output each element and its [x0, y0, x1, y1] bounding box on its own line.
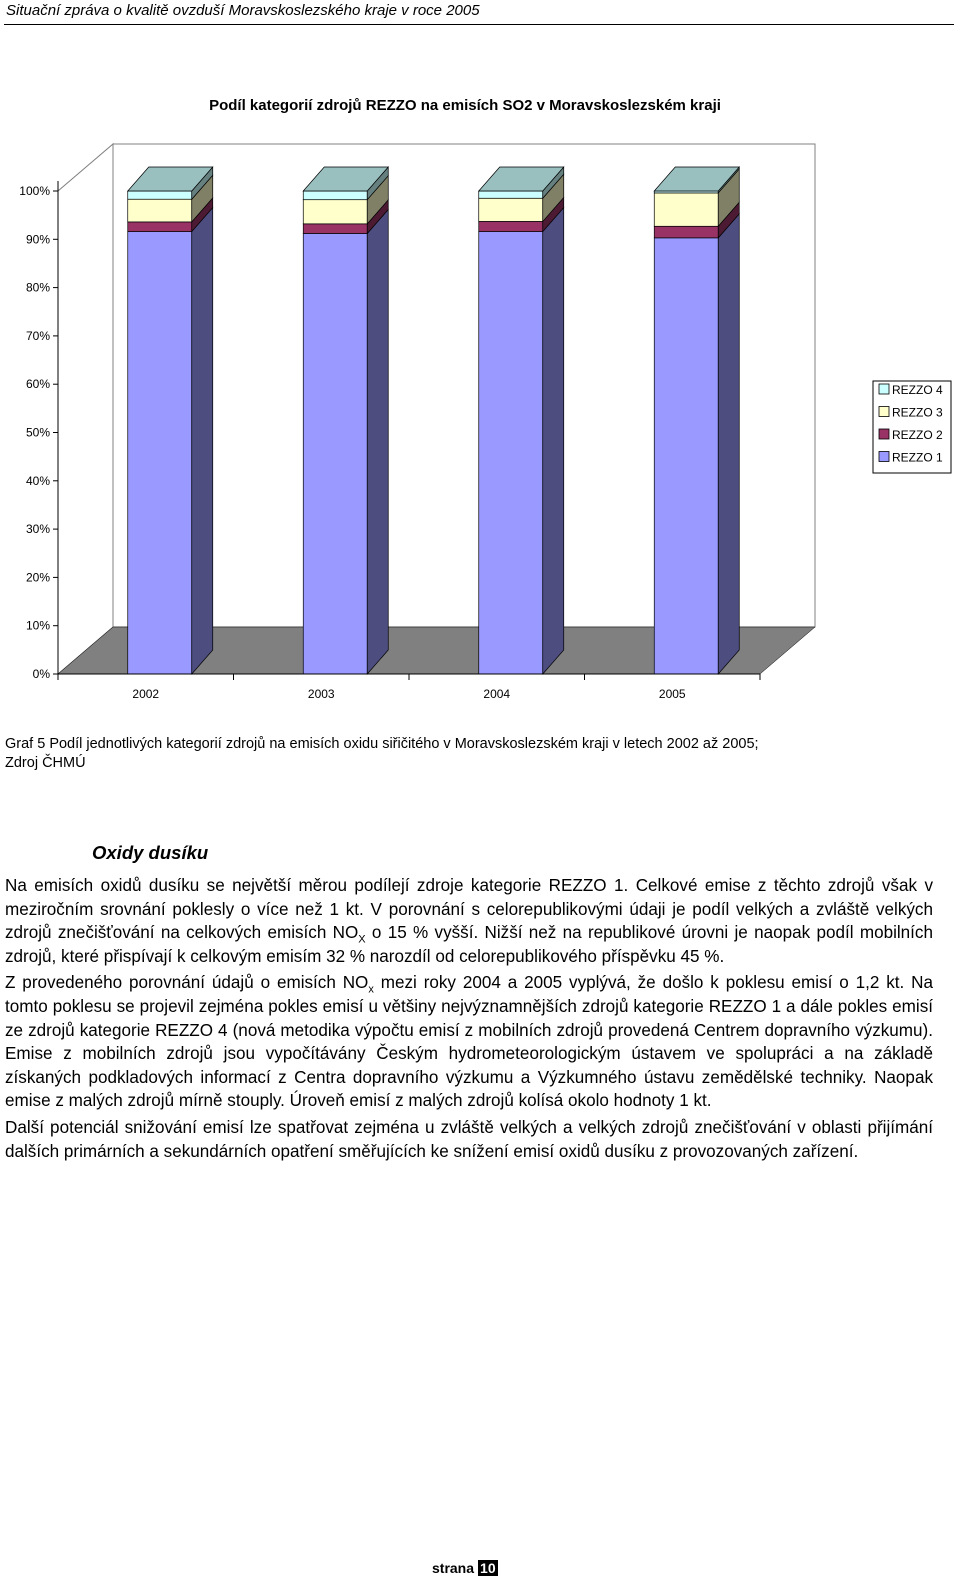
bar-segment	[128, 208, 213, 674]
paragraph-1-text-a: Na emisích oxidů dusíku se největší měrou podílejí zdroje kategorie REZZO 1. Celkové emise z těchto zdrojů však v meziročním srovnání poklesly o více než 1 kt. V porovnání s celorepublikovými údaji je podíl velkých a zvláště velkých zdrojů znečišťování na celkových emisích NO	[5, 876, 933, 943]
bar-front	[654, 193, 718, 226]
y-tick-label: 90%	[25, 232, 50, 247]
y-tick-label: 0%	[32, 667, 50, 681]
paragraph-2-subscript: x	[368, 983, 374, 996]
paragraph-2-text-a: Z provedeného porovnání údajů o emisích NO	[5, 973, 369, 993]
bar-front	[303, 191, 367, 200]
bar-front	[479, 232, 543, 674]
caption-line-2: Zdroj ČHMÚ	[5, 755, 86, 771]
y-tick-label: 40%	[25, 473, 50, 488]
x-axis	[58, 674, 760, 701]
bar-front	[479, 191, 543, 198]
page-footer	[432, 1560, 498, 1576]
legend-swatch	[879, 407, 889, 417]
bar-front	[479, 198, 543, 221]
y-tick-label: 80%	[25, 280, 50, 295]
bar-segment	[303, 210, 388, 674]
x-tick-label: 2004	[483, 687, 511, 701]
x-tick-label: 2002	[132, 687, 160, 701]
page-number: 10	[480, 1560, 496, 1576]
bar-front	[303, 234, 367, 674]
bar-front	[654, 226, 718, 238]
paragraph-2	[5, 971, 933, 1113]
bar-front	[128, 232, 192, 674]
bar-segment	[479, 208, 564, 674]
legend-label: REZZO 4	[892, 383, 943, 397]
bar-side	[192, 208, 213, 674]
bar-side	[367, 210, 388, 674]
side-wall	[58, 144, 113, 674]
legend-label: REZZO 2	[892, 428, 943, 442]
legend-swatch	[879, 384, 889, 394]
paragraph-3: Další potenciál snižování emisí lze spatřovat zejména u zvláště velkých a velkých zdrojů znečišťování v oblasti přijímání dalších primárních a sekundárních opatření směřujících ke snížení emisí oxidů dusíku z provozovaných zařízení.	[5, 1117, 933, 1161]
y-tick-label: 30%	[25, 522, 50, 537]
y-tick-label: 100%	[19, 184, 50, 198]
bar-front	[303, 200, 367, 224]
legend	[873, 381, 951, 473]
y-tick-label: 50%	[25, 425, 50, 440]
running-header: Situační zpráva o kvalitě ovzduší Moravskoslezského kraje v roce 2005	[6, 2, 480, 19]
y-tick-label: 10%	[25, 618, 50, 633]
y-tick-label: 70%	[25, 328, 50, 343]
bar-front	[479, 221, 543, 231]
legend-label: REZZO 3	[892, 405, 943, 420]
bar-front	[654, 238, 718, 674]
y-tick-label: 60%	[25, 377, 50, 392]
bar-segment	[654, 214, 739, 674]
chart-title: Podíl kategorií zdrojů REZZO na emisích SO2 v Moravskoslezském kraji	[209, 97, 721, 114]
body-text	[5, 874, 933, 1163]
legend-swatch	[879, 452, 889, 462]
bar-front	[128, 222, 192, 232]
paragraph-1	[5, 874, 933, 968]
x-tick-label: 2005	[658, 687, 686, 701]
legend-label: REZZO 1	[892, 450, 943, 465]
bar-side	[543, 208, 564, 674]
x-tick-label: 2003	[307, 687, 335, 701]
paragraph-1-subscript: X	[358, 933, 366, 946]
bar-side	[718, 214, 739, 674]
page-label: strana	[432, 1560, 475, 1576]
bar-front	[128, 199, 192, 222]
y-tick-label: 20%	[25, 570, 50, 585]
y-axis	[19, 184, 58, 681]
bar-front	[303, 224, 367, 234]
paragraph-2-text-b: mezi roky 2004 a 2005 vyplývá, že došlo k poklesu emisí o 1,2 kt. Na tomto poklesu se projevil zejména pokles emisí u většiny nejvýznamnějších zdrojů kategorie REZZO 1 a dále pokles emisí ze zdrojů kategorie REZZO 4 (nová metodika výpočtu emisí z mobilních zdrojů provedená Centrem dopravního výzkumu). Emise z mobilních zdrojů jsou vypočítávány Českým hydrometeorologickým ústavem ve spolupráci a na základě získaných podkladových informací z Centra dopravního výzkumu a Výzkumného ústavu zemědělské techniky. Naopak emise z malých zdrojů mírně stouply. Úroveň emisí z malých zdrojů kolísá okolo hodnoty 1 kt.	[5, 973, 933, 1111]
bar-front	[128, 191, 192, 199]
caption-line-1: Graf 5 Podíl jednotlivých kategorií zdrojů na emisích oxidu siřičitého v Moravskoslezském kraji v letech 2002 až 2005;	[5, 736, 759, 752]
figure-caption	[5, 735, 935, 773]
section-heading: Oxidy dusíku	[92, 842, 209, 863]
stacked-bar-chart	[0, 0, 960, 720]
paragraph-1-text-b: o 15 % vyšší. Nižší než na republikové úrovni je naopak podíl mobilních zdrojů, které přispívají k celkovým emisím 32 % narozdíl od celorepublikového příspěvku 45 %.	[5, 923, 933, 966]
legend-swatch	[879, 429, 889, 439]
